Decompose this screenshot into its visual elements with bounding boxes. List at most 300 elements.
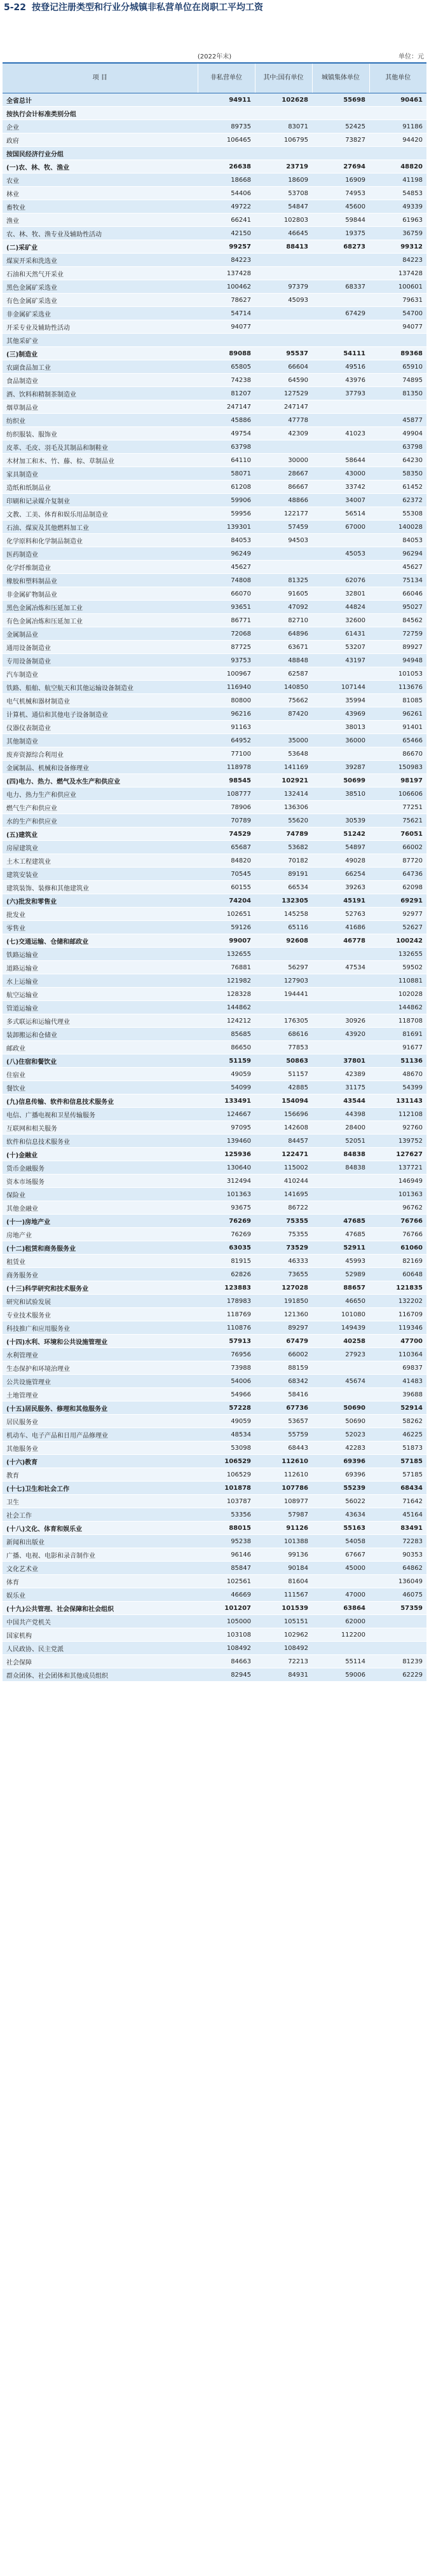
value-other: 118708 (369, 1014, 426, 1028)
row-label: 铁路运输业 (3, 948, 198, 961)
value-other: 89368 (369, 347, 426, 360)
value-state-owned: 58416 (255, 1388, 312, 1401)
value-non-private: 54406 (198, 187, 255, 200)
value-other: 81691 (369, 1028, 426, 1041)
value-collective: 43634 (312, 1508, 369, 1522)
row-label: 其他采矿业 (3, 334, 198, 347)
value-other: 82169 (369, 1255, 426, 1268)
row-label: 餐饮业 (3, 1081, 198, 1094)
value-collective: 43976 (312, 374, 369, 387)
table-row (3, 414, 426, 427)
value-other: 136049 (369, 1575, 426, 1588)
value-collective (312, 801, 369, 814)
value-other: 61452 (369, 480, 426, 494)
table-row (3, 1562, 426, 1575)
value-non-private: 59126 (198, 921, 255, 934)
value-non-private: 95238 (198, 1535, 255, 1548)
row-label: 多式联运和运输代理业 (3, 1014, 198, 1028)
table-row (3, 1655, 426, 1668)
value-state-owned: 42309 (255, 427, 312, 440)
value-other: 91186 (369, 120, 426, 133)
value-other: 77251 (369, 801, 426, 814)
value-state-owned: 122471 (255, 1148, 312, 1161)
value-state-owned: 50863 (255, 1054, 312, 1068)
value-non-private: 93675 (198, 1201, 255, 1215)
value-other: 41198 (369, 174, 426, 187)
row-label: 土木工程建筑业 (3, 854, 198, 868)
table-row-section (3, 1455, 426, 1468)
value-state-owned: 91126 (255, 1522, 312, 1535)
value-collective: 27694 (312, 160, 369, 174)
wage-table (3, 62, 426, 1682)
value-other: 64230 (369, 454, 426, 467)
value-other: 51873 (369, 1441, 426, 1455)
value-other: 39688 (369, 1388, 426, 1401)
value-other: 54853 (369, 187, 426, 200)
value-non-private: 72068 (198, 627, 255, 641)
value-other: 49904 (369, 427, 426, 440)
value-other: 54399 (369, 1081, 426, 1094)
row-label: 汽车制造业 (3, 667, 198, 681)
value-collective (312, 254, 369, 267)
row-label: 农副食品加工业 (3, 360, 198, 374)
value-other: 59502 (369, 961, 426, 974)
value-non-private: 97095 (198, 1121, 255, 1135)
value-other: 72759 (369, 627, 426, 641)
value-state-owned: 62587 (255, 667, 312, 681)
value-collective: 61431 (312, 627, 369, 641)
row-label: 娱乐业 (3, 1588, 198, 1602)
table-row (3, 547, 426, 561)
row-label: (十八)文化、体育和娱乐业 (3, 1522, 198, 1535)
value-state-owned: 122177 (255, 507, 312, 521)
table-number: 5-22 (4, 3, 27, 13)
row-label: 广播、电视、电影和录音制作业 (3, 1548, 198, 1562)
value-non-private: 94077 (198, 320, 255, 334)
table-row-section (3, 1281, 426, 1295)
table-row (3, 1081, 426, 1094)
value-collective: 59844 (312, 214, 369, 227)
table-row-section (3, 1522, 426, 1535)
value-non-private: 88015 (198, 1522, 255, 1535)
table-row (3, 1588, 426, 1602)
value-other: 72283 (369, 1535, 426, 1548)
value-collective: 56022 (312, 1495, 369, 1508)
value-non-private: 98545 (198, 774, 255, 787)
value-non-private: 76956 (198, 1348, 255, 1361)
row-label: 医药制造业 (3, 547, 198, 561)
row-label: 资本市场服务 (3, 1175, 198, 1188)
value-other: 48670 (369, 1068, 426, 1081)
value-state-owned: 191850 (255, 1295, 312, 1308)
value-other: 139752 (369, 1135, 426, 1148)
value-state-owned: 47092 (255, 601, 312, 614)
value-non-private: 89088 (198, 347, 255, 360)
table-row (3, 214, 426, 227)
table-row (3, 1388, 426, 1401)
value-collective (312, 1175, 369, 1188)
table-row (3, 868, 426, 881)
value-collective: 35994 (312, 694, 369, 707)
value-non-private: 64110 (198, 454, 255, 467)
row-label: 开采专业及辅助性活动 (3, 320, 198, 334)
value-other: 68434 (369, 1482, 426, 1495)
value-state-owned: 95537 (255, 347, 312, 360)
value-state-owned: 23719 (255, 160, 312, 174)
row-label: 木材加工和木、竹、藤、棕、草制品业 (3, 454, 198, 467)
value-other: 113676 (369, 681, 426, 694)
value-collective: 19375 (312, 227, 369, 240)
value-other: 96762 (369, 1201, 426, 1215)
value-state-owned: 92608 (255, 934, 312, 948)
row-label: 社会工作 (3, 1508, 198, 1522)
value-state-owned (255, 307, 312, 320)
value-other: 81350 (369, 387, 426, 400)
row-label: 计算机、通信和其他电子设备制造业 (3, 707, 198, 721)
value-collective: 54897 (312, 841, 369, 854)
table-row (3, 787, 426, 801)
value-collective: 45053 (312, 547, 369, 561)
value-state-owned: 89297 (255, 1321, 312, 1335)
value-collective: 27923 (312, 1348, 369, 1361)
value-other: 75621 (369, 814, 426, 828)
value-collective (312, 1575, 369, 1588)
table-row-section (3, 1335, 426, 1348)
value-collective: 73827 (312, 133, 369, 147)
table-row (3, 908, 426, 921)
value-non-private: 42150 (198, 227, 255, 240)
value-state-owned: 99136 (255, 1548, 312, 1562)
value-non-private: 101878 (198, 1482, 255, 1495)
row-label: (十六)教育 (3, 1455, 198, 1468)
value-state-owned: 30000 (255, 454, 312, 467)
value-collective: 50690 (312, 1415, 369, 1428)
value-collective: 37793 (312, 387, 369, 400)
row-label: 家具制造业 (3, 467, 198, 480)
value-other: 63798 (369, 440, 426, 454)
table-row (3, 921, 426, 934)
row-label: 房屋建筑业 (3, 841, 198, 854)
value-state-owned: 53682 (255, 841, 312, 854)
value-state-owned: 176305 (255, 1014, 312, 1028)
value-state-owned: 72213 (255, 1655, 312, 1668)
value-state-owned: 67479 (255, 1335, 312, 1348)
table-row (3, 534, 426, 547)
table-row (3, 1255, 426, 1268)
value-state-owned: 94503 (255, 534, 312, 547)
value-other: 61963 (369, 214, 426, 227)
header-other: 其他单位 (369, 63, 426, 93)
value-collective: 42283 (312, 1441, 369, 1455)
value-collective: 56514 (312, 507, 369, 521)
value-collective: 45000 (312, 1562, 369, 1575)
table-row (3, 948, 426, 961)
value-non-private: 26638 (198, 160, 255, 174)
value-other: 46225 (369, 1428, 426, 1441)
value-state-owned: 101388 (255, 1535, 312, 1548)
value-non-private: 108492 (198, 1642, 255, 1655)
table-row-section (3, 1401, 426, 1415)
value-collective: 36000 (312, 734, 369, 747)
value-state-owned: 81604 (255, 1575, 312, 1588)
value-non-private: 77100 (198, 747, 255, 761)
value-other: 110364 (369, 1348, 426, 1361)
value-collective: 47685 (312, 1228, 369, 1241)
value-other: 96294 (369, 547, 426, 561)
row-label: 金属制品、机械和设备修理业 (3, 761, 198, 774)
row-label: 铁路、船舶、航空航天和其他运输设备制造业 (3, 681, 198, 694)
value-state-owned: 106795 (255, 133, 312, 147)
row-label: 文教、工美、体育和娱乐用品制造业 (3, 507, 198, 521)
table-row (3, 961, 426, 974)
row-label: 人民政协、民主党派 (3, 1642, 198, 1655)
table-row (3, 187, 426, 200)
value-state-owned: 102921 (255, 774, 312, 787)
row-label: 水上运输业 (3, 974, 198, 988)
value-state-owned (255, 547, 312, 561)
row-label: 教育 (3, 1468, 198, 1482)
value-non-private: 132655 (198, 948, 255, 961)
row-label: (五)建筑业 (3, 828, 198, 841)
value-non-private: 65805 (198, 360, 255, 374)
table-row (3, 881, 426, 894)
value-non-private: 130640 (198, 1161, 255, 1175)
value-collective: 107144 (312, 681, 369, 694)
value-other: 131143 (369, 1094, 426, 1108)
row-label: 石油和天然气开采业 (3, 267, 198, 280)
value-other: 119346 (369, 1321, 426, 1335)
table-row (3, 400, 426, 414)
table-row (3, 601, 426, 614)
value-state-owned: 73529 (255, 1241, 312, 1255)
value-other: 52627 (369, 921, 426, 934)
value-collective (312, 334, 369, 347)
table-row (3, 494, 426, 507)
value-collective: 55114 (312, 1655, 369, 1668)
table-row (3, 1535, 426, 1548)
row-label: 食品制造业 (3, 374, 198, 387)
value-non-private: 74204 (198, 894, 255, 908)
value-state-owned: 86722 (255, 1201, 312, 1215)
value-other: 69291 (369, 894, 426, 908)
value-collective: 42389 (312, 1068, 369, 1081)
table-row-section (3, 1148, 426, 1161)
value-state-owned: 86667 (255, 480, 312, 494)
value-state-owned (255, 440, 312, 454)
table-row (3, 1415, 426, 1428)
value-non-private: 70789 (198, 814, 255, 828)
value-other: 100242 (369, 934, 426, 948)
table-row (3, 988, 426, 1001)
value-non-private: 128328 (198, 988, 255, 1001)
value-collective: 43920 (312, 1028, 369, 1041)
value-state-owned (255, 334, 312, 347)
value-other: 140028 (369, 521, 426, 534)
value-collective: 54111 (312, 347, 369, 360)
value-other: 86670 (369, 747, 426, 761)
header-state-owned: 其中:国有单位 (255, 63, 312, 93)
row-label: 烟草制品业 (3, 400, 198, 414)
value-collective: 69396 (312, 1455, 369, 1468)
value-collective: 59006 (312, 1668, 369, 1682)
value-state-owned: 141169 (255, 761, 312, 774)
table-row (3, 721, 426, 734)
value-state-owned: 410244 (255, 1175, 312, 1188)
table-row-section (3, 107, 426, 120)
value-collective: 52023 (312, 1428, 369, 1441)
value-non-private: 54099 (198, 1081, 255, 1094)
value-non-private: 178983 (198, 1295, 255, 1308)
row-label: 邮政业 (3, 1041, 198, 1054)
value-other: 94077 (369, 320, 426, 334)
value-state-owned: 145258 (255, 908, 312, 921)
value-non-private: 51159 (198, 1054, 255, 1068)
row-label: 橡胶和塑料制品业 (3, 574, 198, 587)
row-label: 电气机械和器材制造业 (3, 694, 198, 707)
value-state-owned: 132305 (255, 894, 312, 908)
table-row-section (3, 347, 426, 360)
table-row-total (3, 93, 426, 107)
row-label: 全省总计 (3, 93, 198, 107)
value-other: 76766 (369, 1228, 426, 1241)
row-label: 建筑装饰、装修和其他建筑业 (3, 881, 198, 894)
value-other: 112108 (369, 1108, 426, 1121)
value-collective: 52425 (312, 120, 369, 133)
row-label: 金属制品业 (3, 627, 198, 641)
value-non-private: 110876 (198, 1321, 255, 1335)
value-non-private: 49059 (198, 1415, 255, 1428)
value-non-private: 76269 (198, 1215, 255, 1228)
value-collective: 43544 (312, 1094, 369, 1108)
table-row (3, 574, 426, 587)
table-row (3, 681, 426, 694)
row-label: 林业 (3, 187, 198, 200)
value-collective: 38510 (312, 787, 369, 801)
value-other: 144862 (369, 1001, 426, 1014)
value-other: 98197 (369, 774, 426, 787)
value-other: 74895 (369, 374, 426, 387)
row-label: (二)采矿业 (3, 240, 198, 254)
row-label: 畜牧业 (3, 200, 198, 214)
value-collective: 50690 (312, 1401, 369, 1415)
row-label: 渔业 (3, 214, 198, 227)
value-state-owned: 136306 (255, 801, 312, 814)
row-label: 新闻和出版业 (3, 1535, 198, 1548)
value-state-owned: 127028 (255, 1281, 312, 1295)
value-state-owned: 75355 (255, 1228, 312, 1241)
value-non-private: 59906 (198, 494, 255, 507)
value-state-owned (255, 267, 312, 280)
value-other (369, 1628, 426, 1642)
value-other: 150983 (369, 761, 426, 774)
value-non-private: 108777 (198, 787, 255, 801)
value-state-owned (255, 721, 312, 734)
row-label: 文化艺术业 (3, 1562, 198, 1575)
value-state-owned: 46333 (255, 1255, 312, 1268)
row-label: (四)电力、热力、燃气及水生产和供应业 (3, 774, 198, 787)
value-other: 110881 (369, 974, 426, 988)
value-other: 71642 (369, 1495, 426, 1508)
table-row (3, 267, 426, 280)
table-row-section (3, 160, 426, 174)
table-row (3, 387, 426, 400)
value-collective (312, 414, 369, 427)
table-row (3, 1495, 426, 1508)
value-collective: 55698 (312, 93, 369, 107)
value-non-private: 82945 (198, 1668, 255, 1682)
value-state-owned: 102803 (255, 214, 312, 227)
value-other: 102028 (369, 988, 426, 1001)
value-other: 101363 (369, 1188, 426, 1201)
row-label: (十四)水利、环境和公共设施管理业 (3, 1335, 198, 1348)
value-non-private: 54714 (198, 307, 255, 320)
value-collective (312, 948, 369, 961)
table-row (3, 1108, 426, 1121)
header-non-private: 非私营单位 (198, 63, 255, 93)
value-non-private: 49059 (198, 1068, 255, 1081)
table-row (3, 1441, 426, 1455)
value-state-owned: 194441 (255, 988, 312, 1001)
value-collective: 52911 (312, 1241, 369, 1255)
table-row (3, 707, 426, 721)
table-row (3, 200, 426, 214)
value-other: 51136 (369, 1054, 426, 1068)
value-other: 116709 (369, 1308, 426, 1321)
table-row (3, 320, 426, 334)
row-label: 水利管理业 (3, 1348, 198, 1361)
row-label: 科技推广和应用服务业 (3, 1321, 198, 1335)
row-label: (八)住宿和餐饮业 (3, 1054, 198, 1068)
value-state-owned: 127903 (255, 974, 312, 988)
value-state-owned: 46645 (255, 227, 312, 240)
value-other: 62372 (369, 494, 426, 507)
value-collective: 63864 (312, 1602, 369, 1615)
table-row (3, 1375, 426, 1388)
value-collective: 66254 (312, 868, 369, 881)
value-state-owned: 28667 (255, 467, 312, 480)
value-collective: 39263 (312, 881, 369, 894)
value-state-owned: 102962 (255, 1628, 312, 1642)
value-collective: 47000 (312, 1588, 369, 1602)
value-non-private: 48534 (198, 1428, 255, 1441)
table-row (3, 841, 426, 854)
value-non-private: 45886 (198, 414, 255, 427)
value-state-owned: 48866 (255, 494, 312, 507)
value-other: 96261 (369, 707, 426, 721)
row-label: 有色金属冶炼和压延加工业 (3, 614, 198, 627)
table-row-section (3, 1602, 426, 1615)
value-state-owned: 132414 (255, 787, 312, 801)
value-state-owned: 247147 (255, 400, 312, 414)
value-non-private: 81207 (198, 387, 255, 400)
value-non-private: 54006 (198, 1375, 255, 1388)
value-non-private: 124667 (198, 1108, 255, 1121)
value-non-private: 84663 (198, 1655, 255, 1668)
table-row (3, 801, 426, 814)
value-collective: 74953 (312, 187, 369, 200)
row-label: 软件和信息技术服务业 (3, 1135, 198, 1148)
value-other: 54700 (369, 307, 426, 320)
row-label: 生态保护和环境治理业 (3, 1361, 198, 1375)
row-label: (十九)公共管理、社会保障和社会组织 (3, 1602, 198, 1615)
table-row (3, 1668, 426, 1682)
value-non-private: 101207 (198, 1602, 255, 1615)
value-collective: 45674 (312, 1375, 369, 1388)
value-non-private: 102561 (198, 1575, 255, 1588)
value-state-owned: 70182 (255, 854, 312, 868)
value-state-owned: 84931 (255, 1668, 312, 1682)
value-non-private: 49722 (198, 200, 255, 214)
